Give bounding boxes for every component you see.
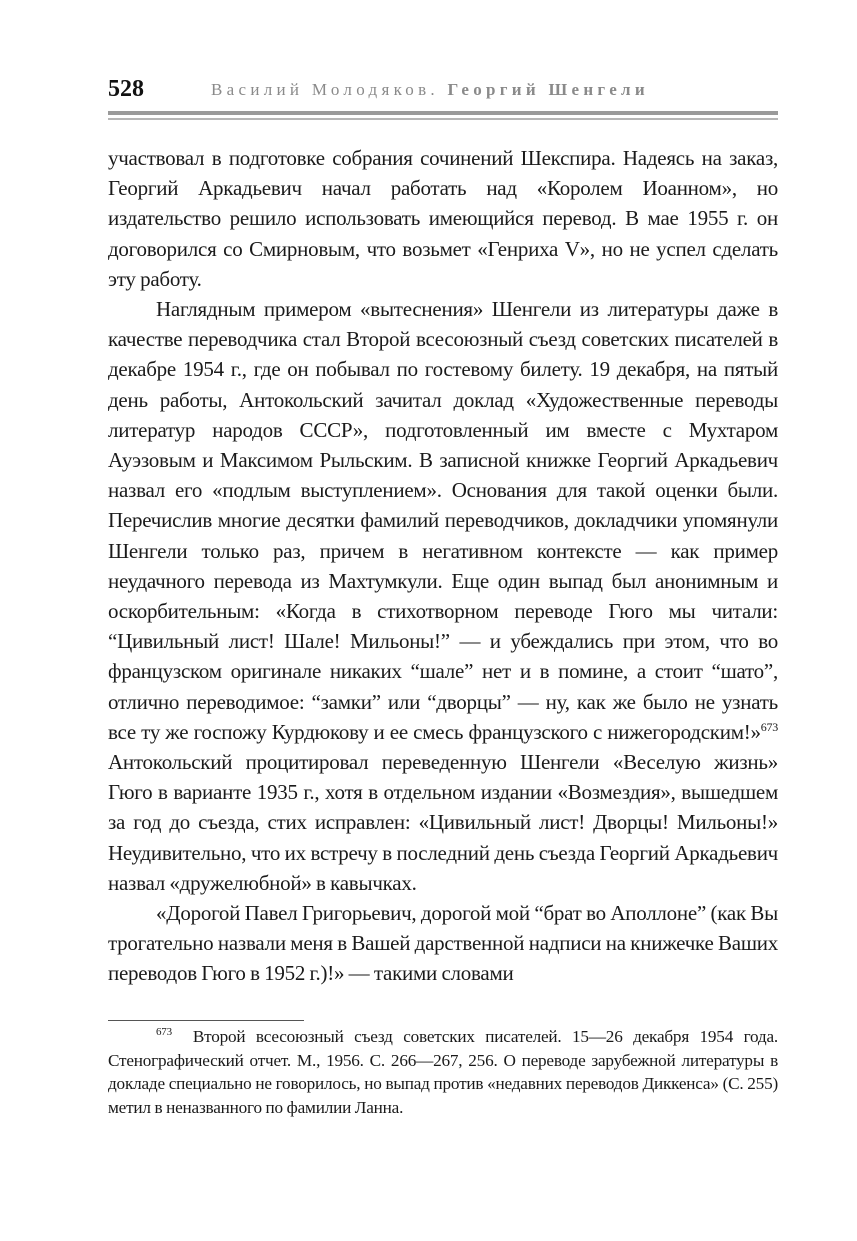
paragraph-2-text-after: Антокольский процитировал переведенную Шенгели «Веселую жизнь» Гюго в варианте 1935 г., хотя в отдельном издании «Возмездия», вышедшем за год до съезда, стих исправлен: «Цивильный лист! Дворцы! Мильоны!» Неудивительно, что их встречу в последний день съезда Георгий Аркадьевич назвал «дружелюбной» в кавычках. [108, 750, 778, 895]
footnote [108, 1025, 778, 1119]
header-rule [108, 111, 778, 115]
footnote-rule [108, 1020, 304, 1021]
running-head-author: Василий Молодяков. [211, 80, 439, 99]
header-rule-thin [108, 118, 778, 120]
main-text [108, 143, 778, 989]
paragraph-3: «Дорогой Павел Григорьевич, дорогой мой “брат во Аполлоне” (как Вы трогательно назвали меня в Вашей дарственной надписи на книжечке Ваших переводов Гюго в 1952 г.)!» — такими словами [108, 901, 778, 986]
paragraph-2 [108, 294, 778, 898]
paragraph-2-text: Наглядным примером «вытеснения» Шенгели из литературы даже в качестве переводчика стал Второй всесоюзный съезд советских писателей в декабре 1954 г., где он побывал по гостевому билету. 19 декабря, на пятый день работы, Антокольский зачитал доклад «Художественные переводы литератур народов СССР», подготовленный им вместе с Мухтаром Ауэзовым и Максимом Рыльским. В записной книжке Георгий Аркадьевич назвал его «подлым выступлением». Основания для такой оценки были. Перечислив многие десятки фамилий переводчиков, докладчики упомянули Шенгели только раз, причем в негативном контексте — как пример неудачного перевода из Махтумкули. Еще один выпад был анонимным и оскорбительным: «Когда в стихотворном переводе Гюго мы читали: “Цивильный лист! Шале! Мильоны!” — и убеждались при этом, что во французском оригинале никаких “шале” нет и в помине, а стоит “шато”, отлично переводимое: “замки” или “дворцы” — ну, как же было не узнать все ту же госпожу Курдюкову и ее смесь французского с нижегородским!» [108, 297, 778, 744]
footnote-number: 673 [156, 1026, 172, 1038]
running-head [211, 78, 649, 102]
running-head-title: Георгий Шенгели [447, 80, 649, 99]
footnote-text: Второй всесоюзный съезд советских писателей. 15—26 декабря 1954 года. Стенографический отчет. М., 1956. С. 266—267, 256. О переводе зарубежной литературы в докладе специально не говорилось, но выпад против «недавних переводов Диккенса» (С. 255) метил в неназванного по фамилии Ланна. [108, 1027, 778, 1117]
paragraph-1: участвовал в подготовке собрания сочинений Шекспира. Надеясь на заказ, Георгий Аркадьевич начал работать над «Королем Иоанном», но издательство решило использовать имеющийся перевод. В мае 1955 г. он договорился со Смирновым, что возьмет «Генриха V», но не успел сделать эту работу. [108, 146, 778, 291]
footnote-ref: 673 [760, 719, 778, 734]
page-header [108, 74, 778, 106]
page-number: 528 [108, 76, 144, 102]
